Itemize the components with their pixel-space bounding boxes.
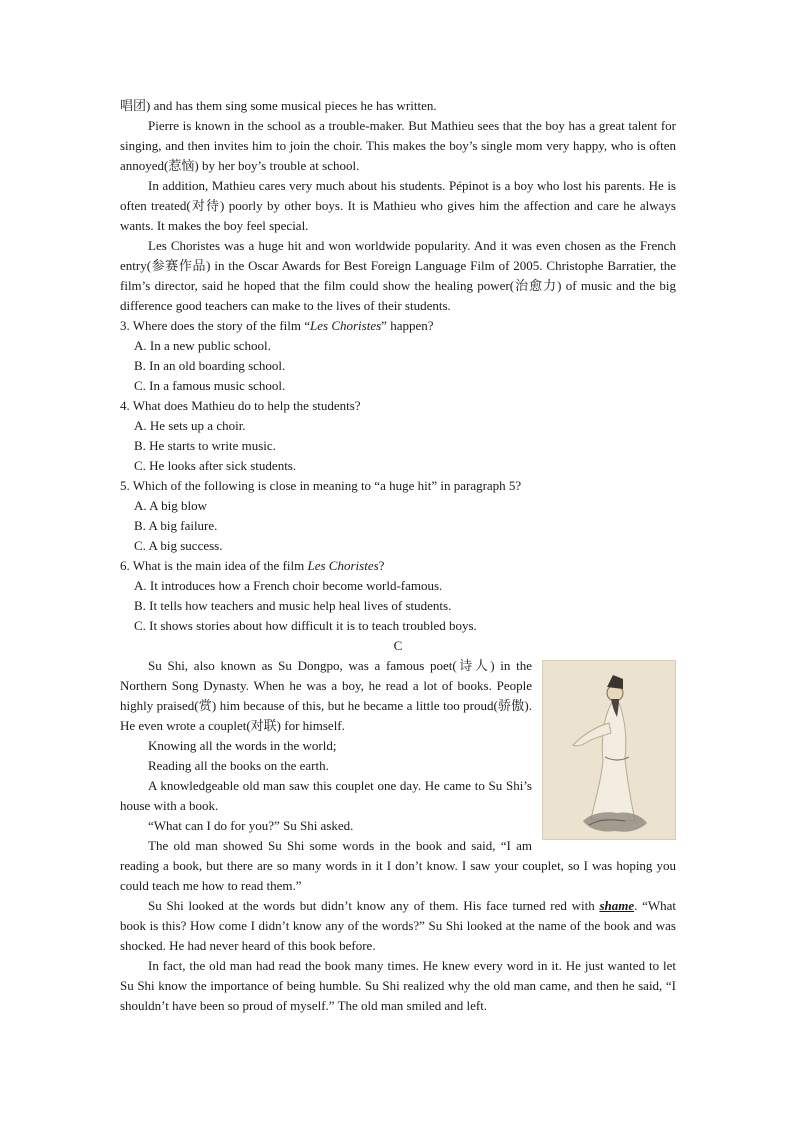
question-5-option-b: B. A big failure. [134,518,218,533]
question-3-option-b: B. In an old boarding school. [134,358,286,373]
question-3-option-c: C. In a famous music school. [134,378,286,393]
question-5 [120,476,676,556]
question-6-stem: 6. What is the main idea of the film Les Choristes? [120,558,385,573]
document-page [120,96,676,1016]
question-5-option-a: A. A big blow [134,498,207,513]
su-shi-painting [542,660,676,840]
passage-b-paragraph-1: Pierre is known in the school as a trouble-maker. But Mathieu sees that the boy has a great talent for singing, and then invites him to join the choir. This makes the boy’s single mom very happy, who is often annoyed(惹恼) by her boy’s trouble at school. [120,118,676,173]
couplet-line-1: Knowing all the words in the world; [148,738,337,753]
passage-b-paragraph-0: 唱团) and has them sing some musical pieces he has written. [120,98,437,113]
question-4-option-c: C. He looks after sick students. [134,458,297,473]
question-4-stem: 4. What does Mathieu do to help the students? [120,398,361,413]
passage-c-paragraph-8: In fact, the old man had read the book many times. He knew every word in it. He just wanted to let Su Shi know the importance of being humble. Su Shi realized why the old man came, and then he said, “I shouldn’t have been so proud of myself.” The old man smiled and left. [120,958,676,1013]
question-5-option-c: C. A big success. [134,538,223,553]
question-5-stem: 5. Which of the following is close in meaning to “a huge hit” in paragraph 5? [120,478,522,493]
passage-c-paragraph-7: Su Shi looked at the words but didn’t know any of them. His face turned red with shame. “What book is this? How come I didn’t know any of the words?” Su Shi looked at the name of the book and was shocked. He had never heard of this book before. [120,898,676,953]
passage-c-paragraph-1: Su Shi, also known as Su Dongpo, was a famous poet(诗人) in the Northern Song Dynasty. When he was a boy, he read a lot of books. People highly praised(赏) him because of this, but he became a little too proud(骄傲). He even wrote a couplet(对联) for himself. [120,658,532,733]
question-3-option-a: A. In a new public school. [134,338,271,353]
question-4 [120,396,676,476]
passage-c-paragraph-4: A knowledgeable old man saw this couplet one day. He came to Su Shi’s house with a book. [120,778,532,813]
su-shi-figure-illustration [543,661,675,839]
section-c-label: C [393,638,403,653]
couplet-line-2: Reading all the books on the earth. [148,758,329,773]
question-4-option-a: A. He sets up a choir. [134,418,246,433]
question-6 [120,556,676,636]
question-6-option-a: A. It introduces how a French choir become world-famous. [134,578,443,593]
question-3-stem: 3. Where does the story of the film “Les Choristes” happen? [120,318,434,333]
highlighted-word-shame: shame [599,898,635,913]
question-4-option-b: B. He starts to write music. [134,438,276,453]
passage-c [120,656,676,1016]
passage-c-paragraph-5: “What can I do for you?” Su Shi asked. [148,818,354,833]
passage-b-paragraph-3: Les Choristes was a huge hit and won worldwide popularity. And it was even chosen as the French entry(参赛作品) in the Oscar Awards for Best Foreign Language Film of 2005. Christophe Barratier, the film’s director, said he hoped that the film could show the healing power(治愈力) of music and the big difference good teachers can make to the lives of their students. [120,238,676,313]
passage-c-paragraph-6: The old man showed Su Shi some words in the book and said, “I am reading a book, but there are so many words in it I don’t know. I saw your couplet, so I was hoping you could teach me how to read them.” [120,838,676,893]
question-6-option-b: B. It tells how teachers and music help heal lives of students. [134,598,452,613]
question-3 [120,316,676,396]
passage-b-paragraph-2: In addition, Mathieu cares very much about his students. Pépinot is a boy who lost his parents. He is often treated(对待) poorly by other boys. It is Mathieu who gives him the affection and care he always wants. It makes the boy feel special. [120,178,676,233]
question-6-option-c: C. It shows stories about how difficult it is to teach troubled boys. [134,618,477,633]
